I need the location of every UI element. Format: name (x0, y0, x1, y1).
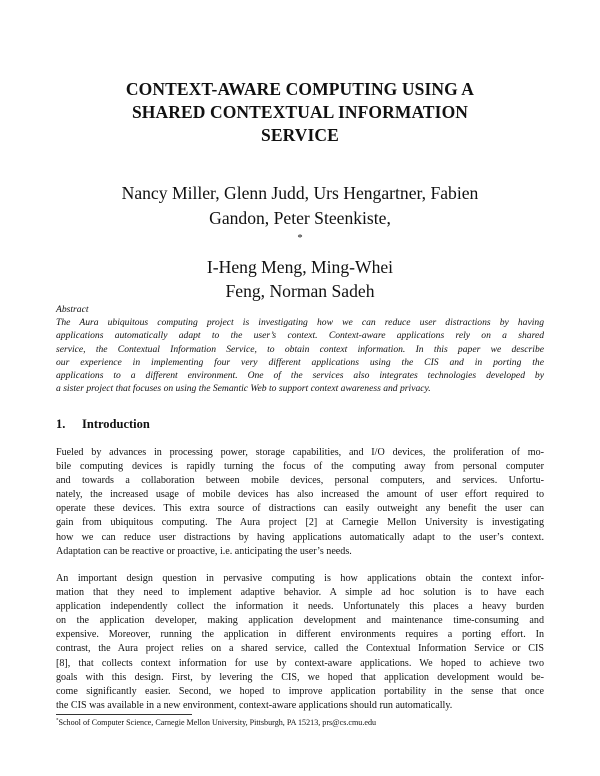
author-footnote-mark: * (297, 233, 303, 245)
abstract-line: The Aura ubiquitous computing project is investigating how we can reduce user distractions by having (56, 317, 544, 329)
paper-title (60, 78, 540, 147)
paragraph-line: come significantly easier. Second, we hoped to improve application portability in the sense that once (56, 685, 544, 697)
author-list (58, 181, 542, 304)
paragraph-line: Fueled by advances in processing power, storage capabilities, and I/O devices, the proliferation of mo- (56, 447, 544, 458)
intro-paragraph-1 (56, 446, 544, 559)
paragraph-line: mation that they need to implement adaptive behavior. A simple ad hoc solution is to have each (56, 587, 544, 599)
intro-paragraph-2 (56, 572, 544, 713)
abstract-line: applications to a different environment. One of the services also integrates technologies developed by (56, 370, 544, 382)
abstract-line: applications automatically adapt to the user’s context. Context-aware applications rely on a shared (56, 330, 544, 342)
abstract-label: Abstract (56, 304, 89, 315)
title-line: SERVICE (261, 125, 339, 145)
paragraph-line: expensive. Moreover, running the application in different environments requires a porting effort. In (56, 629, 544, 641)
title-line: CONTEXT-AWARE COMPUTING USING A (125, 79, 475, 99)
paragraph-line: goals with this design. First, by levering the CIS, we hoped that application development would be- (56, 671, 544, 683)
paragraph-line: nately, the increased usage of mobile devices has also increased the amount of user effort required to (56, 489, 544, 501)
paragraph-line: the CIS was available in a new environment, context-aware applications should run automatically. (56, 699, 453, 711)
section-title: Introduction (82, 417, 150, 431)
paragraph-line: Adaptation can be reactive or proactive, i.e. anticipating the user’s needs. (56, 545, 352, 557)
abstract-line: service, the Contextual Information Service, to obtain context information. In this paper we describe (56, 343, 544, 355)
footnote-text: School of Computer Science, Carnegie Mellon University, Pittsburgh, PA 15213, prs@cs.cmu.edu (58, 718, 377, 727)
paragraph-line: bile computing devices is rapidly turning the focus of the computing away from personal computer (56, 461, 544, 473)
paragraph-line: application independently collect the information it needs. Unfortunately this places a heavy burden (56, 601, 544, 613)
abstract-line: a sister project that focuses on using the Semantic Web to support context awareness and privacy. (56, 383, 431, 395)
footnote-mark: * (56, 718, 59, 724)
title-line: SHARED CONTEXTUAL INFORMATION (131, 102, 469, 122)
paragraph-line: operate these devices. This extra source of distractions can easily outweight any benefit the user can (56, 503, 544, 515)
section-number: 1. (56, 417, 66, 431)
author-line: Feng, Norman Sadeh (225, 281, 375, 301)
author-line-part: Gandon, Peter Steenkiste, (209, 207, 391, 228)
paragraph-line: how we can reduce user distractions by having applications automatically adapt to the user’s context. (56, 531, 544, 543)
section-heading (56, 416, 150, 432)
abstract (56, 303, 544, 395)
author-line: Nancy Miller, Glenn Judd, Urs Hengartner, Fabien (121, 183, 479, 203)
paragraph-line: gain from ubiquitous computing. The Aura project [2] at Carnegie Mellon University is investigating (56, 517, 544, 529)
abstract-line: our experience in implementing four very different applications using the CIS and in porting the (56, 356, 544, 368)
footnote (56, 717, 376, 728)
footnote-divider (56, 714, 192, 715)
author-line (58, 206, 542, 280)
paragraph-line: [8], that collects context information for use by context-aware applications. We hoped to achieve two (56, 657, 544, 669)
paragraph-line: and towards a collaboration between mobile devices, personal computers, and services. Unfortu- (56, 475, 544, 487)
paragraph-line: contrast, the Aura project relies on a shared service, called the Contextual Information Service or CIS (56, 643, 544, 655)
paragraph-line: on the application developer, making application development and maintenance time-consuming and (56, 615, 544, 627)
author-line-part: I-Heng Meng, Ming-Whei (206, 256, 394, 277)
paragraph-line: An important design question in pervasive computing is how applications obtain the context infor- (56, 573, 544, 584)
